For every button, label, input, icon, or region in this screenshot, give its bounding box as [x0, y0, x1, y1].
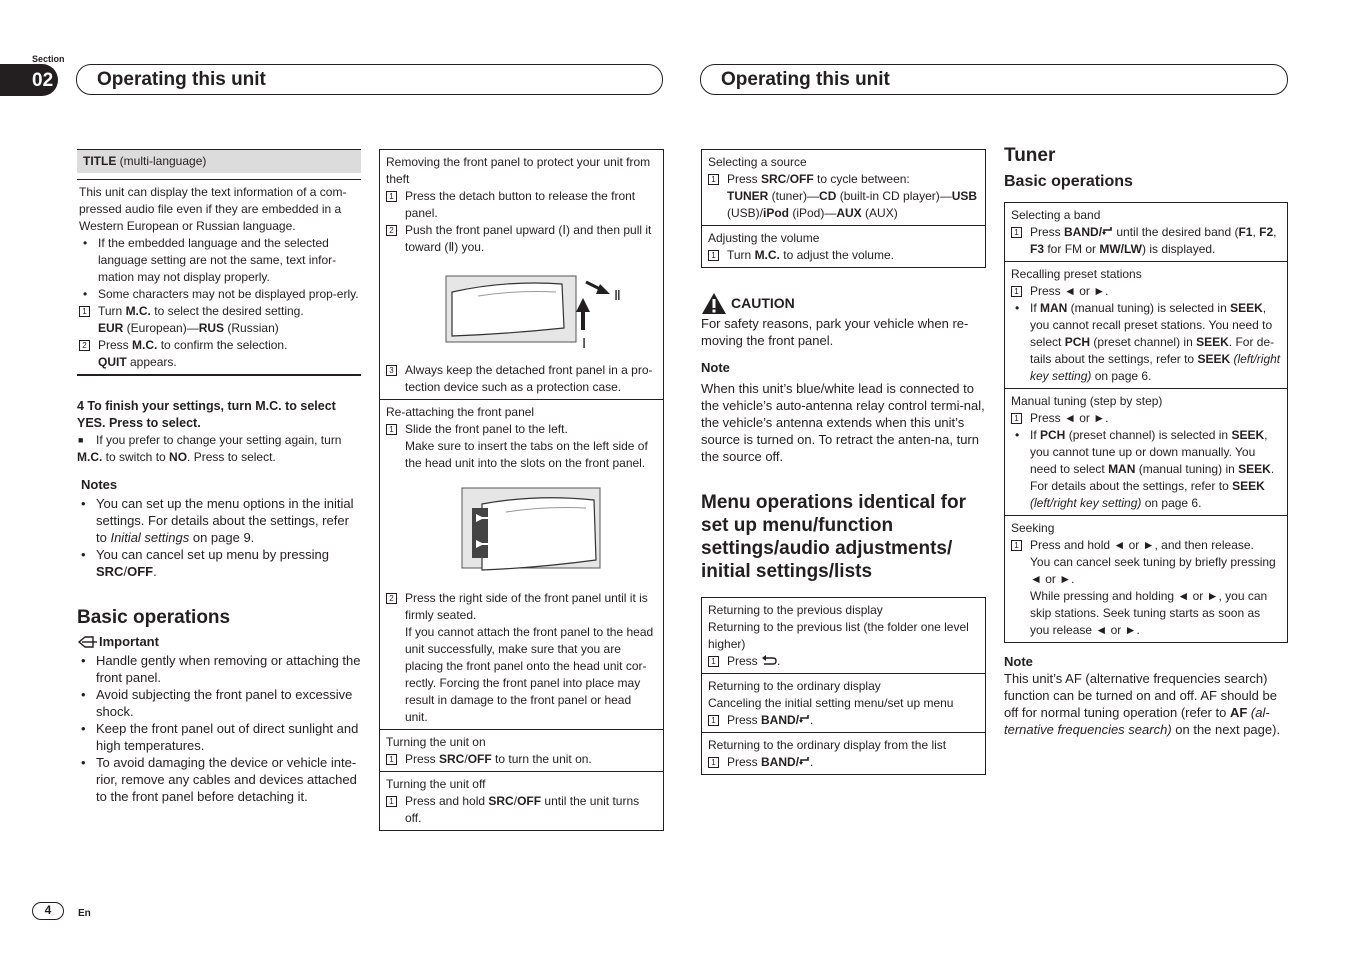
remove-panel-illustration	[386, 262, 656, 358]
title-setting-body	[77, 179, 361, 376]
column-4	[1004, 144, 1288, 738]
reattach-step-2: 2 Press the right side of the front panel until it is firmly seated. If you cannot attach the front panel to the head unit successfully, make sure that you are placing the front panel onto the head unit cor-rectly. Forcing the front panel into place may result in damage to the front panel or head unit.	[386, 590, 657, 726]
antenna-note: When this unit’s blue/white lead is connected to the vehicle’s auto-antenna relay control termi-nal, the vehicle’s antenna extends when this unit’s source is turned on. To retract the anten-na, turn the source off.	[701, 381, 985, 464]
remove-step-1: 1 Press the detach button to release the front panel.	[386, 188, 657, 222]
column-3	[701, 149, 986, 775]
important-2: • Avoid subjecting the front panel to excessive shock.	[77, 686, 361, 720]
recall-preset-bullet: • If MAN (manual tuning) is selected in SEEK, you cannot recall preset stations. You need to select PCH (preset channel) in SEEK. For de-tails about the settings, refer to SEEK (left/right key setting) on page 6.	[1011, 300, 1281, 385]
note-1: • You can set up the menu options in the initial settings. For details about the settings, refer to Initial settings on page 9.	[77, 495, 361, 546]
source-volume-box	[701, 149, 986, 268]
basic-operations-heading: Basic operations	[77, 607, 231, 628]
remove-step-3: 3 Always keep the detached front panel in a pro-tection device such as a protection case.	[386, 362, 657, 396]
turn-off-section	[380, 771, 663, 830]
section-number-tab: 02	[0, 64, 58, 96]
step-4-heading: 4 To finish your settings, turn M.C. to select YES. Press to select.	[77, 399, 336, 430]
note-2: • You can cancel set up menu by pressing SRC/OFF.	[77, 546, 361, 580]
tuner-af-note: This unit’s AF (alternative frequencies search) function can be turned on and off. AF should be off for normal tuning operation (refer to AF (al-ternative frequencies search) on the next page).	[1004, 671, 1281, 737]
step-4-note-cont: M.C. to switch to NO. Press to select.	[77, 450, 276, 464]
source-step: 1 Press SRC/OFF to cycle between: TUNER (tuner)—CD (built-in CD player)—USB (USB)/iPod (iPod)—AUX (AUX)	[708, 171, 979, 222]
section-label: Section	[32, 54, 65, 64]
title-bullet-2: • Some characters may not be displayed prop-erly.	[79, 286, 359, 303]
title-step-2: 2 Press M.C. to confirm the selection. QUIT appears.	[79, 337, 359, 371]
menu-operations-heading: Menu operations identical for set up menu/function settings/audio adjustments/ initial settings/lists	[701, 492, 966, 582]
select-band-step: 1 Press BAND/ until the desired band (F1, F2, F3 for FM or MW/LW) is displayed.	[1011, 224, 1281, 258]
remove-title: Removing the front panel to protect your unit from theft	[386, 155, 651, 186]
title-bullet-1: • If the embedded language and the selected language setting are not the same, text infor-mation may not display properly.	[79, 235, 359, 286]
select-source-section	[702, 150, 985, 225]
return-icon	[761, 655, 777, 666]
step-number-2: 2	[79, 340, 90, 351]
recall-preset-section: Recalling preset stations 1 Press ◄ or ►. • If MAN (manual tuning) is selected in SEEK, you cannot recall preset stations. You need to select PCH (preset channel) in SEEK. For de-tails about the settings, refer to SEEK (left/right key setting) on page 6.	[1005, 261, 1287, 388]
reattach-title: Re-attaching the front panel	[386, 405, 535, 419]
note-heading: Note	[701, 360, 730, 375]
ordinary-display-step: 1 Press BAND/ .	[708, 712, 979, 729]
page-title-right: Operating this unit	[700, 64, 1288, 95]
ordinary-display-section: Returning to the ordinary display Canceling the initial setting menu/set up menu 1 Press BAND/ .	[702, 673, 985, 732]
title-setting-header	[77, 149, 361, 173]
seeking-step: 1 Press and hold ◄ or ►, and then release. You can cancel seek tuning by briefly pressing ◄ or ►. While pressing and holding ◄ or ►, you can skip stations. Seek tuning starts as soon as you release ◄ or ►.	[1011, 537, 1281, 639]
notes-heading: Notes	[81, 477, 118, 492]
recall-preset-step: 1 Press ◄ or ►.	[1011, 283, 1281, 300]
tuner-note-heading: Note	[1004, 654, 1033, 669]
previous-display-step: 1 Press .	[708, 653, 979, 670]
tuner-operations-box	[1004, 202, 1288, 643]
page-title-left: Operating this unit	[76, 64, 663, 95]
volume-title: Adjusting the volume	[708, 231, 820, 245]
escape-icon	[1102, 225, 1113, 236]
reattach-panel-section	[380, 399, 663, 729]
tuner-heading: Tuner	[1004, 145, 1056, 166]
turn-on-title: Turning the unit on	[386, 735, 486, 749]
important-4: • To avoid damaging the device or vehicle inte-rior, remove any cables and devices attached to the front panel before detaching it.	[77, 754, 361, 805]
important-1: • Handle gently when removing or attaching the front panel.	[77, 652, 361, 686]
step-4-note: ■ If you prefer to change your setting again, turn	[78, 433, 342, 447]
title-step-1: 1 Turn M.C. to select the desired setting. EUR (European)—RUS (Russian)	[79, 303, 359, 337]
warning-icon	[701, 292, 727, 315]
remove-panel-section	[380, 150, 663, 399]
volume-step: 1 Turn M.C. to adjust the volume.	[708, 247, 979, 264]
select-band-section: Selecting a band 1 Press BAND/ until the desired band (F1, F2, F3 for FM or MW/LW) is displayed.	[1005, 203, 1287, 261]
title-label: TITLE	[83, 154, 117, 168]
reattach-panel-illustration	[386, 478, 656, 586]
column-2-box	[379, 149, 664, 831]
title-label-rest: (multi-language)	[116, 154, 207, 168]
turn-on-section	[380, 729, 663, 771]
remove-step-2: 2 Push the front panel upward (Ⅰ) and then pull it toward (Ⅱ) you.	[386, 222, 657, 256]
escape-icon	[799, 713, 810, 724]
reattach-step-1: 1 Slide the front panel to the left. Make sure to insert the tabs on the left side of the head unit into the slots on the front panel.	[386, 421, 657, 472]
menu-operations-box	[701, 597, 986, 775]
tuner-basic-operations-heading: Basic operations	[1004, 173, 1133, 190]
important-3: • Keep the front panel out of direct sunlight and high temperatures.	[77, 720, 361, 754]
source-title: Selecting a source	[708, 155, 807, 169]
turn-on-step: 1 Press SRC/OFF to turn the unit on.	[386, 751, 657, 768]
manual-tuning-bullet: • If PCH (preset channel) is selected in SEEK, you cannot tune up or down manually. You need to select MAN (manual tuning) in SEEK. For details about the settings, refer to SEEK (left/right key setting) on page 6.	[1011, 427, 1281, 512]
ordinary-from-list-step: 1 Press BAND/ .	[708, 754, 979, 771]
turn-off-title: Turning the unit off	[386, 777, 486, 791]
caution-heading: CAUTION	[701, 292, 986, 315]
title-intro: This unit can display the text information of a com-pressed audio file even if they are embedded in a Western European or Russian language.	[79, 185, 347, 233]
page-number: 4	[32, 902, 64, 920]
language-label: En	[78, 908, 91, 919]
caution-text: For safety reasons, park your vehicle when re-moving the front panel.	[701, 316, 969, 348]
important-icon	[77, 635, 99, 649]
column-1	[77, 149, 361, 805]
seeking-section: Seeking 1 Press and hold ◄ or ►, and then release. You can cancel seek tuning by briefly pressing ◄ or ►. While pressing and holding ◄ or ►, you can skip stations. Seek tuning starts as soon as you release ◄ or ►.	[1005, 515, 1287, 642]
adjust-volume-section	[702, 225, 985, 267]
important-heading: Important	[77, 633, 361, 650]
figure-label-ii: Ⅱ	[614, 289, 621, 304]
figure-label-i: Ⅰ	[582, 337, 587, 352]
manual-tuning-step: 1 Press ◄ or ►.	[1011, 410, 1281, 427]
step-number-1: 1	[79, 306, 90, 317]
previous-display-section: Returning to the previous display Returning to the previous list (the folder one level higher) 1 Press .	[702, 598, 985, 673]
escape-icon	[799, 755, 810, 766]
turn-off-step: 1 Press and hold SRC/OFF until the unit turns off.	[386, 793, 657, 827]
ordinary-from-list-section: Returning to the ordinary display from the list 1 Press BAND/ .	[702, 732, 985, 774]
manual-tuning-section: Manual tuning (step by step) 1 Press ◄ or ►. • If PCH (preset channel) is selected in SEEK, you cannot tune up or down manually. You need to select MAN (manual tuning) in SEEK. For details about the settings, refer to SEEK (left/right key setting) on page 6.	[1005, 388, 1287, 515]
